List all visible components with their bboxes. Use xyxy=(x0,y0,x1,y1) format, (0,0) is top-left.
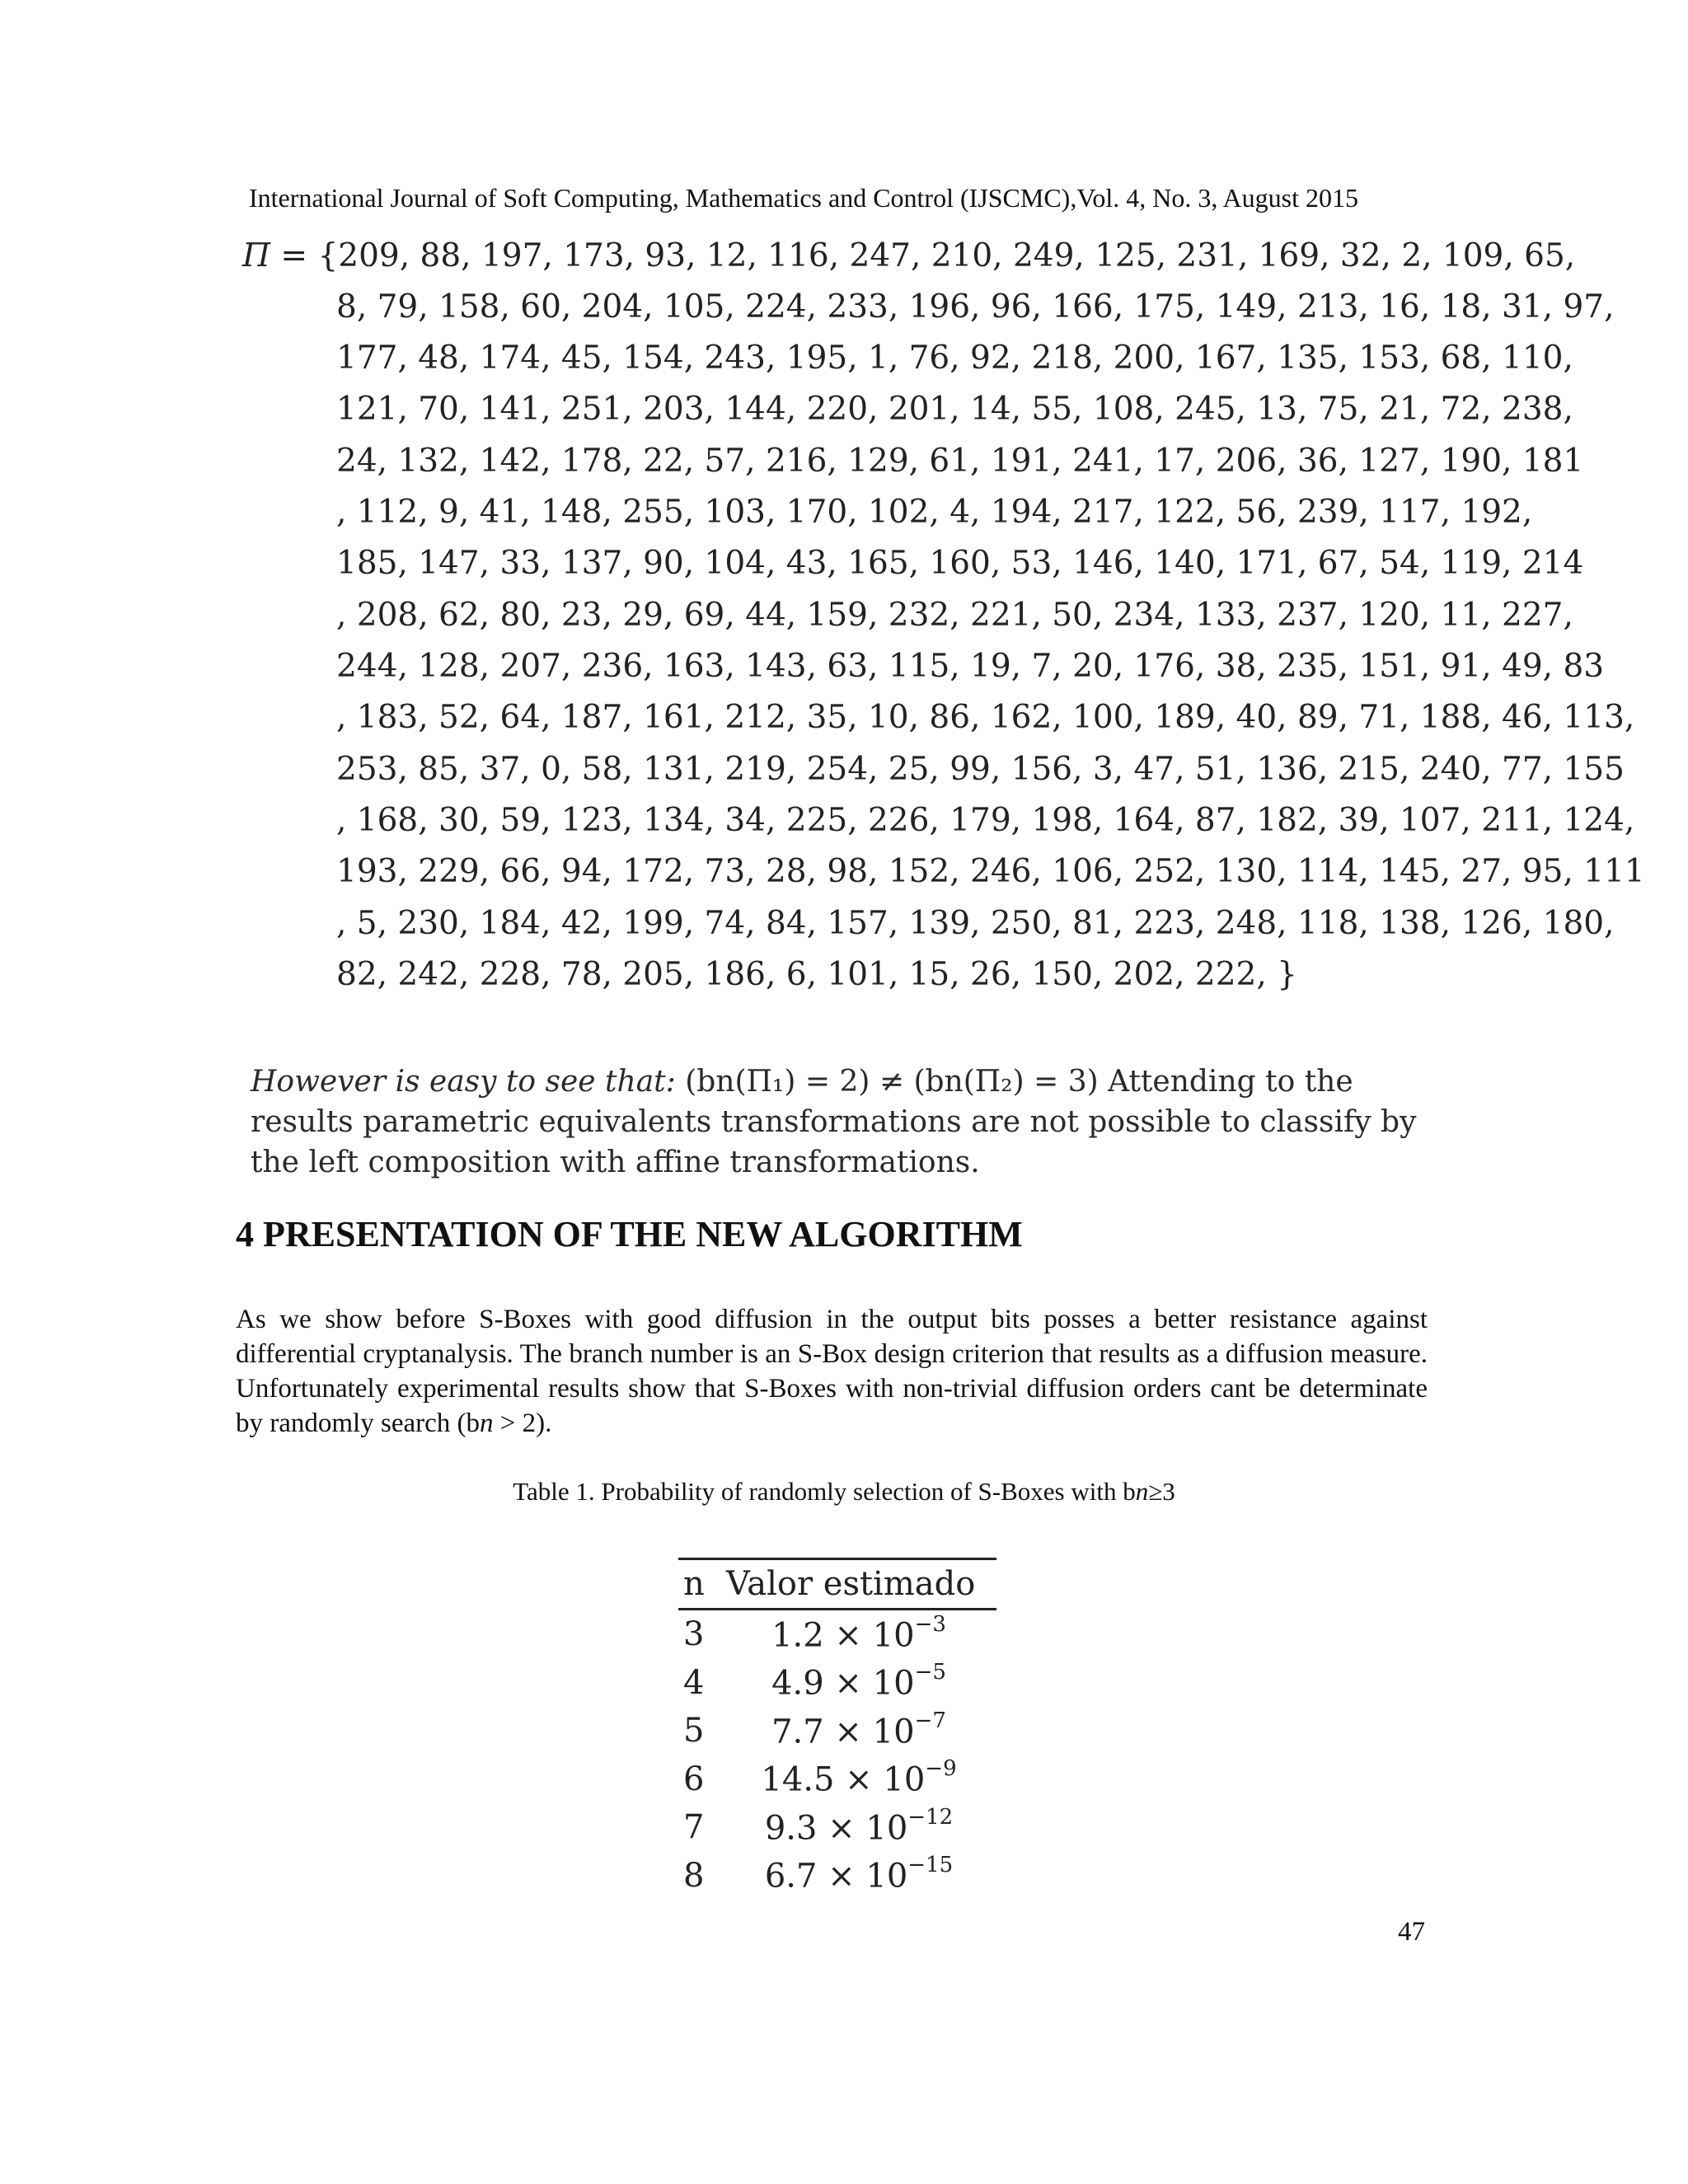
body-paragraph xyxy=(236,1302,1428,1441)
caption-italic: n xyxy=(1135,1477,1149,1506)
permutation-line: 82, 242, 228, 78, 205, 186, 6, 101, 15, 26, 150, 202, 222, } xyxy=(336,956,1297,993)
table-row xyxy=(678,1707,996,1755)
cell-value xyxy=(721,1852,996,1900)
cell-value xyxy=(721,1610,996,1659)
caption-text-end: ≥3 xyxy=(1148,1477,1175,1506)
cell-n: 6 xyxy=(683,1760,705,1798)
permutation-line: , 112, 9, 41, 148, 255, 103, 170, 102, 4, 194, 217, 122, 56, 239, 117, 192, xyxy=(336,494,1533,531)
remark-math: (bn(Π₁) = 2) ≠ (bn(Π₂) = 3) xyxy=(675,1065,1099,1099)
permutation-line: 8, 79, 158, 60, 204, 105, 224, 233, 196, 96, 166, 175, 149, 213, 16, 18, 31, 97, xyxy=(336,288,1615,326)
permutation-line: 244, 128, 207, 236, 163, 143, 63, 115, 19, 7, 20, 176, 38, 235, 151, 91, 49, 83 xyxy=(336,648,1605,685)
table-row xyxy=(678,1852,996,1900)
permutation-line: 121, 70, 141, 251, 203, 144, 220, 201, 14, 55, 108, 245, 13, 75, 21, 72, 238, xyxy=(336,391,1573,428)
permutation-line: 185, 147, 33, 137, 90, 104, 43, 165, 160, 53, 146, 140, 171, 67, 54, 119, 214 xyxy=(336,545,1584,582)
remark-text: Attending to the results parametric equivalents transformations are not possible to classify by the left composition with affine transformations. xyxy=(251,1065,1417,1179)
permutation-line: , 168, 30, 59, 123, 134, 34, 225, 226, 179, 198, 164, 87, 182, 39, 107, 211, 124, xyxy=(336,802,1635,839)
cell-n: 8 xyxy=(683,1856,705,1895)
table-caption xyxy=(0,1477,1688,1507)
permutation-line: 253, 85, 37, 0, 58, 131, 219, 254, 25, 99, 156, 3, 47, 51, 136, 215, 240, 77, 155 xyxy=(336,751,1625,788)
value-mantissa: 1.2 × 10 xyxy=(771,1615,915,1654)
body-text-end: > 2). xyxy=(493,1408,552,1438)
permutation-line: 177, 48, 174, 45, 154, 243, 195, 1, 76, 92, 218, 200, 167, 135, 153, 68, 110, xyxy=(336,340,1573,377)
estimates-table xyxy=(678,1558,996,1900)
value-exponent: −9 xyxy=(925,1756,957,1782)
table-header-row xyxy=(678,1559,996,1610)
permutation-line: = {209, 88, 197, 173, 93, 12, 116, 247, 210, 249, 125, 231, 169, 32, 2, 109, 65, xyxy=(280,237,1576,274)
cell-n: 4 xyxy=(683,1663,705,1702)
permutation-line: , 183, 52, 64, 187, 161, 212, 35, 10, 86, 162, 100, 189, 40, 89, 71, 188, 46, 113, xyxy=(336,699,1635,736)
table-row xyxy=(678,1610,996,1659)
cell-value xyxy=(721,1707,996,1755)
value-mantissa: 6.7 × 10 xyxy=(764,1857,908,1896)
column-header-value: Valor estimado xyxy=(726,1565,976,1603)
value-exponent: −3 xyxy=(914,1611,946,1637)
value-mantissa: 9.3 × 10 xyxy=(764,1808,908,1847)
caption-text: Table 1. Probability of randomly selection of S-Boxes with b xyxy=(513,1477,1136,1506)
table-row xyxy=(678,1803,996,1852)
pi-symbol: Π xyxy=(242,237,271,274)
cell-value xyxy=(721,1755,996,1804)
value-exponent: −5 xyxy=(914,1660,946,1685)
permutation-line: 193, 229, 66, 94, 172, 73, 28, 98, 152, 246, 106, 252, 130, 114, 145, 27, 95, 111 xyxy=(336,853,1645,890)
cell-n: 7 xyxy=(683,1808,705,1847)
page-number: 47 xyxy=(1398,1917,1425,1947)
remark-italic: However is easy to see that: xyxy=(251,1065,676,1099)
body-text: As we show before S-Boxes with good diffusion in the output bits posses a better resistance against differential cryptanalysis. The branch number is an S-Box design criterion that results as a diffusion measure. Unfortunately experimental results show that S-Boxes with non-trivial diffusion orders cant be determinate by randomly search (b xyxy=(236,1305,1428,1438)
permutation-line: , 5, 230, 184, 42, 199, 74, 84, 157, 139, 250, 81, 223, 248, 118, 138, 126, 180, xyxy=(336,905,1615,942)
section-title: 4 PRESENTATION OF THE NEW ALGORITHM xyxy=(236,1214,1023,1254)
journal-header: International Journal of Soft Computing, Mathematics and Control (IJSCMC),Vol. 4, No. 3, August 2015 xyxy=(249,183,1358,213)
value-mantissa: 7.7 × 10 xyxy=(771,1712,915,1750)
value-mantissa: 4.9 × 10 xyxy=(771,1664,915,1703)
remark-paragraph xyxy=(251,1062,1421,1183)
value-exponent: −12 xyxy=(907,1804,954,1830)
permutation-line: , 208, 62, 80, 23, 29, 69, 44, 159, 232, 221, 50, 234, 133, 237, 120, 11, 227, xyxy=(336,597,1573,634)
value-mantissa: 14.5 × 10 xyxy=(761,1760,926,1799)
table-row xyxy=(678,1755,996,1804)
cell-n: 5 xyxy=(683,1712,705,1750)
value-exponent: −7 xyxy=(914,1708,946,1733)
column-header-n: n xyxy=(683,1565,705,1603)
permutation-first-line xyxy=(242,237,1575,274)
cell-value xyxy=(721,1659,996,1708)
body-italic-n: n xyxy=(480,1408,494,1438)
value-exponent: −15 xyxy=(907,1853,954,1878)
cell-value xyxy=(721,1803,996,1852)
cell-n: 3 xyxy=(683,1615,705,1654)
table-row xyxy=(678,1659,996,1708)
permutation-line: 24, 132, 142, 178, 22, 57, 216, 129, 61, 191, 241, 17, 206, 36, 127, 190, 181 xyxy=(336,443,1584,480)
